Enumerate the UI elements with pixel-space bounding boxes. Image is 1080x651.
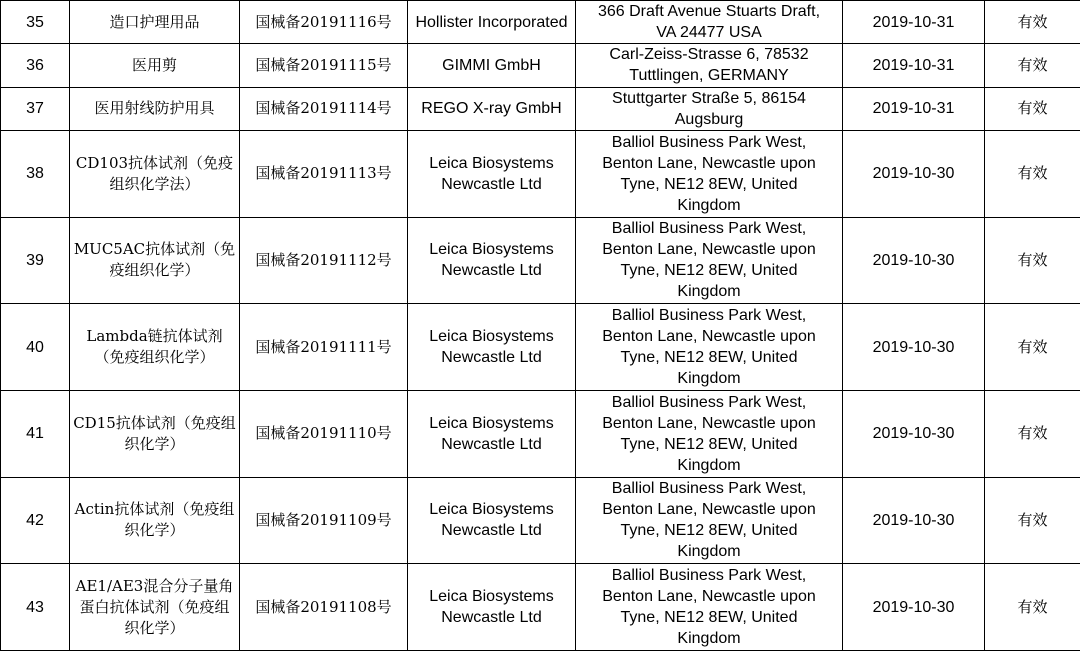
status: 有效: [985, 217, 1080, 304]
address-line: Tyne, NE12 8EW, United: [620, 175, 798, 193]
manufacturer-address: [576, 87, 843, 130]
filing-date: 2019-10-30: [843, 390, 985, 477]
manufacturer: Leica Biosystems Newcastle Ltd: [408, 564, 576, 651]
registration-number: 国械备20191110号: [240, 390, 408, 477]
address-line: Tyne, NE12 8EW, United: [620, 609, 798, 627]
manufacturer: Leica Biosystems Newcastle Ltd: [408, 217, 576, 304]
table-body: [1, 1, 1080, 651]
address-line: Stuttgarter Straße 5, 86154: [612, 89, 806, 107]
product-name: Lambda链抗体试剂（免疫组织化学）: [70, 304, 240, 391]
status: 有效: [985, 44, 1080, 87]
address-line: Tyne, NE12 8EW, United: [620, 349, 798, 367]
table-row: [1, 217, 1080, 304]
row-number: 43: [1, 564, 70, 651]
filing-date: 2019-10-31: [843, 1, 985, 44]
product-name: CD15抗体试剂（免疫组织化学）: [70, 390, 240, 477]
manufacturer: GIMMI GmbH: [408, 44, 576, 87]
row-number: 37: [1, 87, 70, 130]
address-line: Balliol Business Park West,: [611, 567, 807, 585]
address-line: Carl-Zeiss-Strasse 6, 78532: [609, 46, 809, 64]
filing-date: 2019-10-30: [843, 304, 985, 391]
product-name: 医用射线防护用具: [70, 87, 240, 130]
manufacturer-address: [576, 1, 843, 44]
filing-date: 2019-10-31: [843, 44, 985, 87]
registration-number: 国械备20191109号: [240, 477, 408, 564]
manufacturer: Leica Biosystems Newcastle Ltd: [408, 477, 576, 564]
address-line: Kingdom: [677, 456, 741, 474]
table-row: [1, 564, 1080, 651]
address-line: Benton Lane, Newcastle upon: [602, 154, 816, 172]
address-line: Benton Lane, Newcastle upon: [602, 588, 816, 606]
address-line: Balliol Business Park West,: [611, 307, 807, 325]
manufacturer-address: [576, 477, 843, 564]
product-name: MUC5AC抗体试剂（免疫组织化学）: [70, 217, 240, 304]
manufacturer-address: [576, 44, 843, 87]
address-line: Kingdom: [677, 283, 741, 301]
status: 有效: [985, 87, 1080, 130]
address-line: Benton Lane, Newcastle upon: [602, 501, 816, 519]
product-name: 医用剪: [70, 44, 240, 87]
table-row: [1, 44, 1080, 87]
manufacturer-address: [576, 130, 843, 217]
address-line: Balliol Business Park West,: [611, 133, 807, 151]
row-number: 41: [1, 390, 70, 477]
registration-number: 国械备20191113号: [240, 130, 408, 217]
registration-number: 国械备20191116号: [240, 1, 408, 44]
manufacturer-address: [576, 304, 843, 391]
table-row: [1, 87, 1080, 130]
status: 有效: [985, 304, 1080, 391]
manufacturer-address: [576, 390, 843, 477]
manufacturer: Leica Biosystems Newcastle Ltd: [408, 390, 576, 477]
table-row: [1, 390, 1080, 477]
registration-number: 国械备20191111号: [240, 304, 408, 391]
address-line: Kingdom: [677, 543, 741, 561]
address-line: Tuttlingen, GERMANY: [629, 67, 789, 85]
manufacturer-address: [576, 217, 843, 304]
table-row: [1, 1, 1080, 44]
row-number: 42: [1, 477, 70, 564]
product-name: 造口护理用品: [70, 1, 240, 44]
row-number: 39: [1, 217, 70, 304]
status: 有效: [985, 390, 1080, 477]
status: 有效: [985, 130, 1080, 217]
row-number: 36: [1, 44, 70, 87]
manufacturer: Leica Biosystems Newcastle Ltd: [408, 304, 576, 391]
status: 有效: [985, 477, 1080, 564]
registration-number: 国械备20191114号: [240, 87, 408, 130]
address-line: Balliol Business Park West,: [611, 480, 807, 498]
address-line: Benton Lane, Newcastle upon: [602, 241, 816, 259]
filing-date: 2019-10-30: [843, 564, 985, 651]
manufacturer: REGO X-ray GmbH: [408, 87, 576, 130]
address-line: 366 Draft Avenue Stuarts Draft,: [597, 3, 821, 21]
filing-date: 2019-10-30: [843, 477, 985, 564]
registration-number: 国械备20191112号: [240, 217, 408, 304]
manufacturer: Leica Biosystems Newcastle Ltd: [408, 130, 576, 217]
filing-date: 2019-10-31: [843, 87, 985, 130]
address-line: Kingdom: [677, 630, 741, 648]
manufacturer-address: [576, 564, 843, 651]
manufacturer: Hollister Incorporated: [408, 1, 576, 44]
product-name: Actin抗体试剂（免疫组织化学）: [70, 477, 240, 564]
address-line: Kingdom: [677, 196, 741, 214]
registration-number: 国械备20191115号: [240, 44, 408, 87]
address-line: Benton Lane, Newcastle upon: [602, 328, 816, 346]
status: 有效: [985, 564, 1080, 651]
product-name: CD103抗体试剂（免疫组织化学法）: [70, 130, 240, 217]
address-line: Tyne, NE12 8EW, United: [620, 522, 798, 540]
table-row: [1, 304, 1080, 391]
status: 有效: [985, 1, 1080, 44]
address-line: Benton Lane, Newcastle upon: [602, 414, 816, 432]
table-row: [1, 477, 1080, 564]
registration-number: 国械备20191108号: [240, 564, 408, 651]
address-line: Augsburg: [674, 110, 744, 128]
row-number: 35: [1, 1, 70, 44]
table-row: [1, 130, 1080, 217]
address-line: Tyne, NE12 8EW, United: [620, 435, 798, 453]
filing-date: 2019-10-30: [843, 130, 985, 217]
address-line: Balliol Business Park West,: [611, 220, 807, 238]
row-number: 40: [1, 304, 70, 391]
address-line: Kingdom: [677, 370, 741, 388]
filing-date: 2019-10-30: [843, 217, 985, 304]
product-name: AE1/AE3混合分子量角蛋白抗体试剂（免疫组织化学）: [70, 564, 240, 651]
row-number: 38: [1, 130, 70, 217]
address-line: Balliol Business Park West,: [611, 393, 807, 411]
address-line: Tyne, NE12 8EW, United: [620, 262, 798, 280]
address-line: VA 24477 USA: [656, 24, 762, 42]
